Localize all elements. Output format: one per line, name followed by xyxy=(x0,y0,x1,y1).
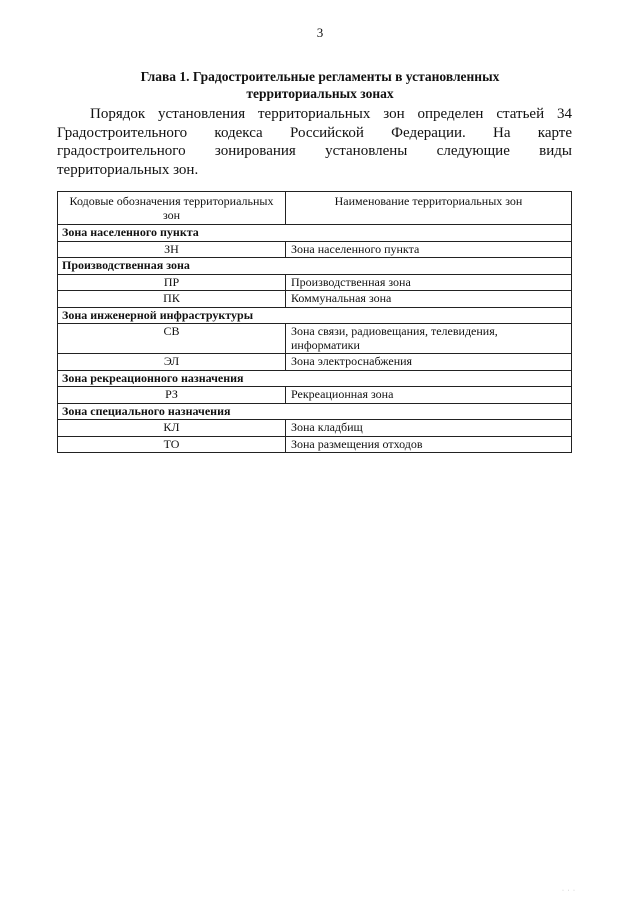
table-header-row xyxy=(58,192,572,225)
zone-name: Коммунальная зона xyxy=(286,291,572,308)
zone-name: Рекреационная зона xyxy=(286,387,572,404)
zone-code: ПР xyxy=(58,274,286,291)
zone-code: ЗН xyxy=(58,241,286,258)
zone-name: Зона кладбищ xyxy=(286,420,572,437)
section-title: Зона рекреационного назначения xyxy=(58,370,572,387)
zone-code: РЗ xyxy=(58,387,286,404)
header-name: Наименование территориальных зон xyxy=(286,192,572,225)
zone-name: Зона размещения отходов xyxy=(286,436,572,453)
zone-code: ПК xyxy=(58,291,286,308)
section-row xyxy=(58,225,572,242)
zone-code: СВ xyxy=(58,324,286,354)
table-row xyxy=(58,436,572,453)
table-row xyxy=(58,387,572,404)
chapter-title: Глава 1. Градостроительные регламенты в установленных территориальных зонах xyxy=(140,69,500,101)
zone-code: ТО xyxy=(58,436,286,453)
section-title: Производственная зона xyxy=(58,258,572,275)
zone-name: Зона электроснабжения xyxy=(286,354,572,371)
section-row xyxy=(58,307,572,324)
scan-mark: · · · xyxy=(562,888,576,894)
zone-code: ЭЛ xyxy=(58,354,286,371)
section-title: Зона населенного пункта xyxy=(58,225,572,242)
zone-code: КЛ xyxy=(58,420,286,437)
section-row xyxy=(58,403,572,420)
section-row xyxy=(58,258,572,275)
section-row xyxy=(58,370,572,387)
page-number: 3 xyxy=(316,25,324,40)
intro-paragraph: Порядок установления территориальных зон определен статьей 34 Градостроительного кодекса Российской Федерации. На карте градостроительного зонирования установлены следующие виды территориальных зон. xyxy=(57,106,572,178)
table-row xyxy=(58,291,572,308)
table-row xyxy=(58,354,572,371)
table-row xyxy=(58,241,572,258)
zone-name: Зона населенного пункта xyxy=(286,241,572,258)
table-row xyxy=(58,274,572,291)
header-code: Кодовые обозначения территориальных зон xyxy=(58,192,286,225)
zone-name: Производственная зона xyxy=(286,274,572,291)
territorial-zones-table xyxy=(57,191,572,453)
table-row xyxy=(58,420,572,437)
zone-name: Зона связи, радиовещания, телевидения, информатики xyxy=(286,324,572,354)
section-title: Зона инженерной инфраструктуры xyxy=(58,307,572,324)
table-row xyxy=(58,324,572,354)
section-title: Зона специального назначения xyxy=(58,403,572,420)
